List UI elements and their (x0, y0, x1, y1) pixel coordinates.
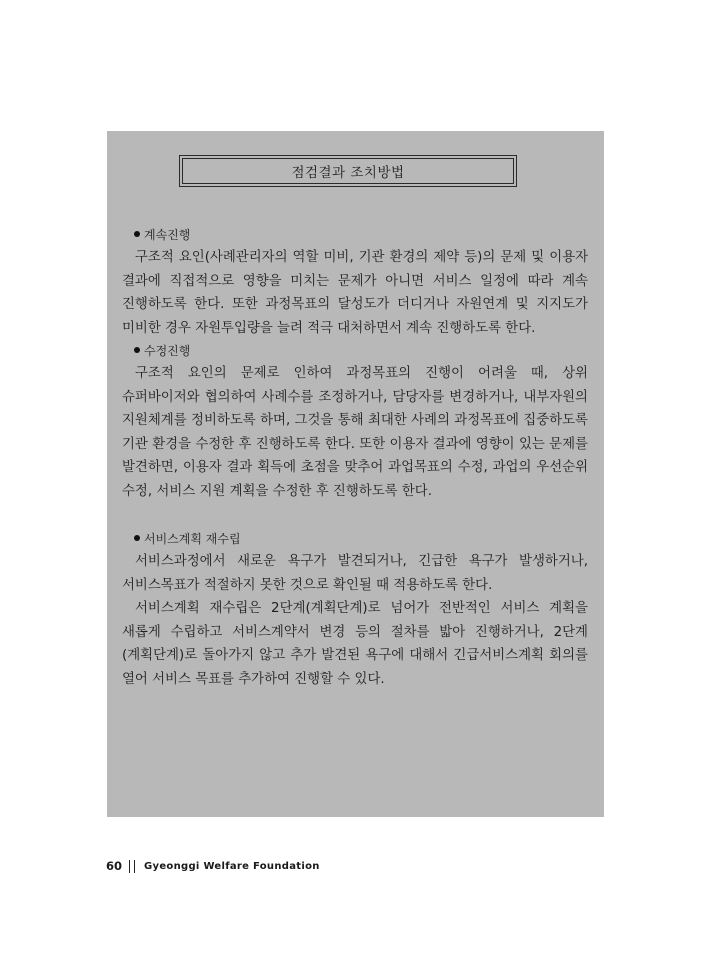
spacer (122, 503, 588, 528)
paragraph: 서비스계획 재수립은 2단계(계획단계)로 넘어가 전반적인 서비스 계획을 새롭게 수립하고 서비스계약서 변경 등의 절차를 밟아 진행하거나, 2단계(계획단계)로 돌아가지 않고 추가 발견된 욕구에 대해서 긴급서비스계획 회의를 열어 서비스 목표를 추가하여 진행할 수 있다. (122, 601, 588, 687)
paragraph: 구조적 요인의 문제로 인하여 과정목표의 진행이 어려울 때, 상위 슈퍼바이저와 협의하여 사례수를 조정하거나, 담당자를 변경하거나, 내부자원의 지원체계를 정비하도록 하며, 그것을 통해 최대한 사례의 과정목표에 집중하도록 기관 환경을 수정한 후 진행하도록 한다. 또한 이용자 결과에 영향이 있는 문제를 발견하면, 이용자 결과 획득에 초점을 맞추어 과업목표의 수정, 과업의 우선순위 수정, 서비스 지원 계획을 수정한 후 진행하도록 한다. (122, 366, 588, 499)
content-body (122, 224, 588, 691)
page-number: 60 (106, 859, 123, 873)
paragraph: 구조적 요인(사례관리자의 역할 미비, 기관 환경의 제약 등)의 문제 및 이용자 결과에 직접적으로 영향을 미치는 문제가 아니면 서비스 일정에 따라 계속 진행하도록 한다. 또한 과정목표의 달성도가 더디거나 자원연계 및 지지도가 미비한 경우 자원투입량을 늘려 적극 대처하면서 계속 진행하도록 한다. (122, 250, 588, 336)
paragraph: 서비스과정에서 새로운 욕구가 발견되거나, 긴급한 욕구가 발생하거나, 서비스목표가 적절하지 못한 것으로 확인될 때 적용하도록 한다. (122, 554, 588, 593)
bullet-heading (122, 528, 588, 550)
page-footer (106, 857, 320, 875)
bullet-dot-icon (134, 347, 140, 353)
title-box (179, 155, 517, 187)
heading-continue: 계속진행 (144, 228, 191, 242)
bullet-dot-icon (134, 535, 140, 541)
heading-replan: 서비스계획 재수립 (144, 532, 241, 546)
content-panel (107, 131, 604, 817)
section-title: 점검결과 조치방법 (182, 158, 514, 184)
organization-name: Gyeonggi Welfare Foundation (144, 860, 320, 872)
heading-modify: 수정진행 (144, 344, 191, 358)
bullet-heading (122, 224, 588, 246)
footer-separator (129, 860, 135, 873)
bullet-dot-icon (134, 231, 140, 237)
bullet-heading (122, 340, 588, 362)
